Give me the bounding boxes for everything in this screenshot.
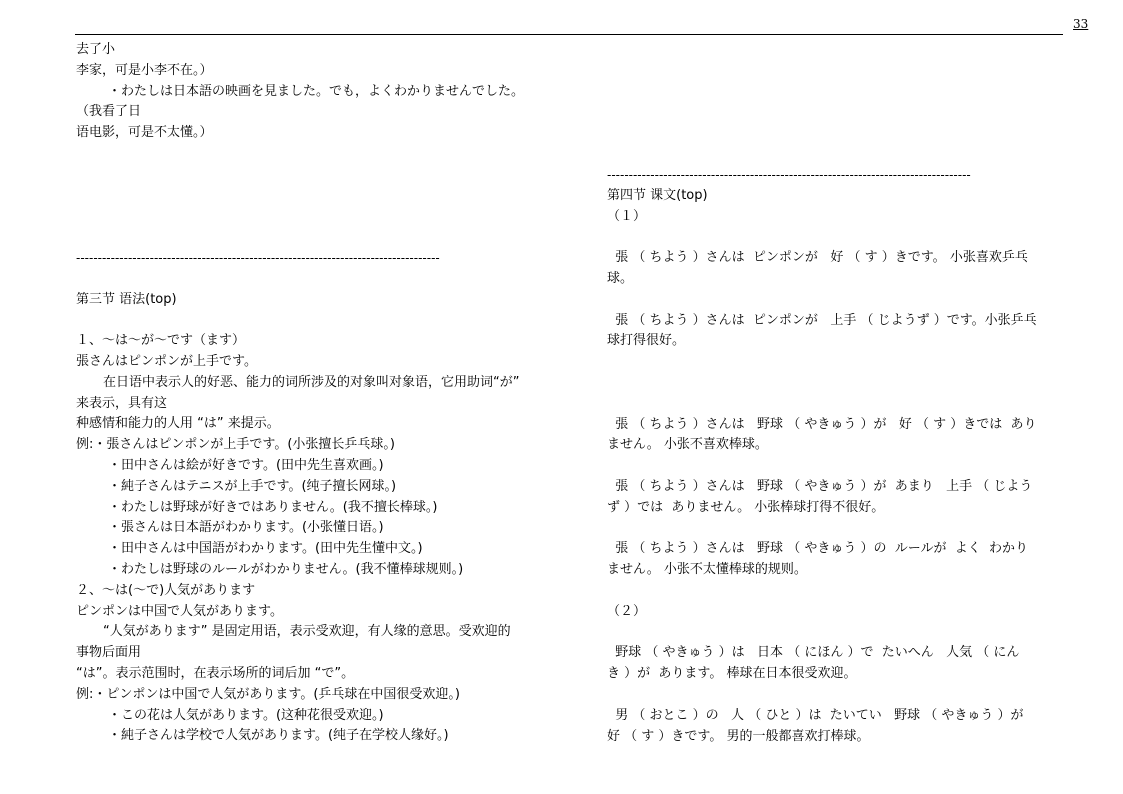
section-divider: ------------------------------------------------------------------------------------ <box>607 168 971 182</box>
example-line: ・純子さんは学校で人気があります。(纯子在学校人缘好。) <box>108 728 449 744</box>
example-line: 例:・張さんはピンポンが上手です。(小张擅长乒乓球。) <box>76 437 395 453</box>
part2-label: （２） <box>607 603 647 619</box>
text-line: 语电影，可是不太懂。） <box>76 125 213 141</box>
grammar2-example: ピンポンは中国で人気があります。 <box>76 603 283 619</box>
grammar2-explanation: “人気があります” 是固定用语，表示受欢迎，有人缘的意思。受欢迎的 <box>103 624 511 640</box>
grammar2-explanation: “は”。表示范围时，在表示场所的词后加 “で”。 <box>76 665 355 681</box>
example-line: 例:・ピンポンは中国で人気があります。(乒乓球在中国很受欢迎。) <box>76 686 460 702</box>
grammar1-heading: １、～は～が～です（ます） <box>76 333 246 349</box>
lesson-sentence-cont: 球。 <box>607 270 634 286</box>
right-column <box>607 165 1085 747</box>
grammar1-explanation: 种感情和能力的人用 “は” 来提示。 <box>76 416 280 432</box>
grammar1-example: 張さんはピンポンが上手です。 <box>76 353 257 369</box>
text-line: （我看了日 <box>76 104 142 120</box>
example-line: ・この花は人気があります。(这种花很受欢迎。) <box>108 707 384 723</box>
lesson-sentence-cont: ません。 小张不喜欢棒球。 <box>607 437 768 453</box>
grammar2-heading: ２、～は(～で)人気があります <box>76 582 256 598</box>
lesson-sentence-cont: ず ）では ありません。 小张棒球打得不很好。 <box>607 499 885 515</box>
lesson-sentence: 張 （ ちよう ）さんは ピンポンが 上手 （ じようず ）です。小张乒乓 <box>607 312 1037 328</box>
example-line: ・わたしは野球のルールがわかりません。(我不懂棒球规则。) <box>108 561 464 577</box>
section3-title: 第三节 语法(top) <box>76 291 177 307</box>
grammar1-explanation: 来表示，具有这 <box>76 395 168 411</box>
lesson-sentence-cont: き ）が あります。 棒球在日本很受欢迎。 <box>607 666 857 682</box>
grammar1-explanation: 在日语中表示人的好恶、能力的词所涉及的对象叫对象语，它用助词“が” <box>103 374 520 390</box>
lesson-sentence-cont: 好 （ す ）きです。 男的一般都喜欢打棒球。 <box>607 728 870 744</box>
lesson-sentence-cont: 球打得很好。 <box>607 333 686 349</box>
grammar2-explanation: 事物后面用 <box>76 645 142 661</box>
left-column <box>76 40 566 747</box>
example-line: ・田中さんは絵が好きです。(田中先生喜欢画。) <box>108 457 384 473</box>
section-divider: ------------------------------------------------------------------------------------ <box>76 250 440 265</box>
part1-label: （１） <box>607 208 647 224</box>
lesson-sentence: 張 （ ちよう ）さんは 野球 （ やきゅう ）の ルールが よく わかり <box>607 541 1028 557</box>
text-line: 去了小 <box>76 42 116 57</box>
lesson-sentence: 張 （ ちよう ）さんは 野球 （ やきゅう ）が 好 （ す ）きでは あり <box>607 416 1037 432</box>
lesson-sentence-cont: ません。 小张不太懂棒球的规则。 <box>607 562 807 578</box>
header-rule <box>75 34 1063 35</box>
example-line: ・田中さんは中国語がわかります。(田中先生懂中文。) <box>108 541 423 557</box>
section4-title: 第四节 课文(top) <box>607 187 708 203</box>
text-line: ・わたしは日本語の映画を見ました。でも，よくわかりませんでした。 <box>108 83 525 99</box>
example-line: ・張さんは日本語がわかります。(小张懂日语。) <box>108 520 384 536</box>
lesson-sentence: 張 （ ちよう ）さんは 野球 （ やきゅう ）が あまり 上手 （ じよう <box>607 478 1033 494</box>
lesson-sentence: 野球 （ やきゅう ）は 日本 （ にほん ）で たいへん 人気 （ にん <box>607 645 1020 661</box>
text-line: 李家，可是小李不在。） <box>76 62 213 78</box>
example-line: ・純子さんはテニスが上手です。(纯子擅长网球。) <box>108 478 397 494</box>
page-number: 33 <box>1073 17 1089 31</box>
example-line: ・わたしは野球が好きではありません。(我不擅长棒球。) <box>108 499 438 515</box>
lesson-sentence: 張 （ ちよう ）さんは ピンポンが 好 （ す ）きです。 小张喜欢乒乓 <box>607 250 1028 266</box>
lesson-sentence: 男 （ おとこ ）の 人 （ ひと ）は たいてい 野球 （ やきゅう ）が <box>607 707 1024 723</box>
